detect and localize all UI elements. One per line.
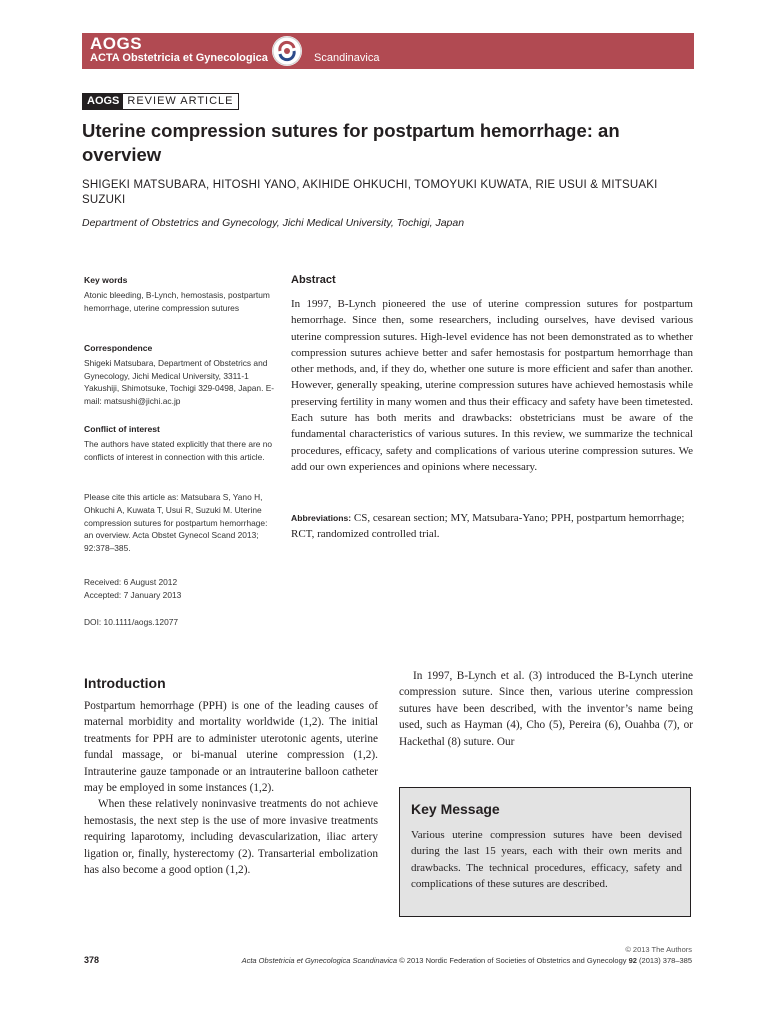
doi-link[interactable]: DOI: 10.1111/aogs.12077 — [84, 617, 179, 627]
abbreviations-text: CS, cesarean section; MY, Matsubara-Yano; PPH, postpartum hemorrhage; RCT, randomized controlled trial. — [291, 512, 685, 541]
abstract-text: In 1997, B-Lynch pioneered the use of uterine compression sutures for postpartum hemorrhage. Since then, some researchers, including ourselves, have devised various uterine compression sutures. High-level evidence has not been demonstrated as to whether compression sutures achieve better and safer hemostasis for postpartum hemorrhage than other methods, and, if they do, whether one suture is more efficient and safer than another. However, generally speaking, uterine compression sutures have achieved hemostasis while preserving fertility in many women and thus their efficacy and safety have been timetested. Each suture has both merits and drawbacks: obstetricians must be aware of the fundamental characteristics of various sutures. In this review, we summarize the technical procedures, efficacy, safety and complications of various uterine compression sutures. We add our own experiences and opinions where necessary. — [291, 298, 693, 473]
citation-rest: © 2013 Nordic Federation of Societies of Obstetrics and Gynecology — [399, 956, 627, 965]
citation-journal: Acta Obstetricia et Gynecologica Scandinavica — [241, 956, 398, 965]
correspondence-heading: Correspondence — [84, 343, 153, 353]
page-number: 378 — [84, 955, 100, 965]
received-date: Received: 6 August 2012 — [84, 577, 178, 587]
conflict-text: The authors have stated explicitly that there are no conflicts of interest in connection with this article. — [84, 438, 273, 462]
journal-banner — [82, 33, 694, 69]
journal-name: ACTA Obstetricia et Gynecologica — [90, 52, 268, 64]
abbreviations-heading: Abbreviations: — [291, 513, 352, 523]
citation-note: Please cite this article as: Matsubara S, Yano H, Ohkuchi A, Kuwata T, Usui R, Suzuki M. Uterine compression sutures for postpartum hemorrhage: an overview. Acta Obstet Gynecol Scand 2013; 92:378–385. — [84, 492, 268, 554]
correspondence-section — [84, 342, 279, 408]
article-type-text: REVIEW ARTICLE — [127, 95, 234, 107]
journal-logo-icon — [272, 36, 302, 66]
article-type-label — [82, 93, 239, 110]
accepted-date: Accepted: 7 January 2013 — [84, 589, 182, 600]
introduction-paragraph-1: Postpartum hemorrhage (PPH) is one of the leading causes of maternal morbidity and mortality worldwide (1,2). The initial treatments for PPH are to administer uterotonic agents, uterine fundal massage, or bi-manual uterine compression (1,2). Intrauterine gauze tamponade or an intrauterine balloon catheter may be employed in some instances (1,2). — [84, 700, 378, 795]
article-title: Uterine compression sutures for postpartum hemorrhage: an overview — [82, 120, 620, 165]
introduction-paragraph-3: In 1997, B-Lynch et al. (3) introduced the B-Lynch uterine compression suture. Since then, various uterine compression sutures have been described, with the inventor’s name being used, such as Hayman (4), Cho (5), Pereira (6), Ouahba (7), or Hackethal (8) suture. Our — [399, 670, 693, 748]
introduction-heading: Introduction — [84, 675, 166, 691]
key-words-section — [84, 274, 279, 314]
abbreviations — [291, 510, 693, 543]
journal-region: Scandinavica — [314, 52, 380, 64]
citation-volume: 92 — [628, 956, 637, 965]
copyright: © 2013 The Authors — [625, 945, 692, 954]
introduction-right-column — [399, 668, 693, 750]
author-list: SHIGEKI MATSUBARA, HITOSHI YANO, AKIHIDE OHKUCHI, TOMOYUKI KUWATA, RIE USUI & MITSUAKI SUZUKI — [82, 179, 658, 206]
conflict-section — [84, 423, 279, 463]
conflict-heading: Conflict of interest — [84, 424, 160, 434]
affiliation: Department of Obstetrics and Gynecology, Jichi Medical University, Tochigi, Japan — [82, 217, 465, 229]
history-section — [84, 576, 279, 602]
key-words-text: Atonic bleeding, B-Lynch, hemostasis, postpartum hemorrhage, uterine compression sutures — [84, 289, 270, 313]
journal-abbreviation: AOGS — [90, 34, 143, 53]
key-message-text: Various uterine compression sutures have been devised during the last 15 years, each with their own merits and drawbacks. The technical procedures, efficacy, safety and complications of these sutures are described. — [411, 829, 682, 891]
article-type-tag: AOGS — [83, 94, 123, 109]
citation-pages: (2013) 378–385 — [639, 956, 692, 965]
introduction-left-column — [84, 698, 378, 878]
abstract-heading: Abstract — [291, 274, 336, 286]
key-message-box — [399, 787, 691, 917]
key-message-heading: Key Message — [411, 801, 500, 817]
correspondence-text: Shigeki Matsubara, Department of Obstetrics and Gynecology, Jichi Medical University, 3311-1 Yakushiji, Shimotsuke, Tochigi 329-0498, Japan. E-mail: matsushi@jichi.ac.jp — [84, 357, 275, 407]
introduction-paragraph-2: When these relatively noninvasive treatments do not achieve hemostasis, the next step is the use of more invasive treatments requiring laparotomy, including devascularization, iliac artery ligation or, finally, hysterectomy (2). Transarterial embolization has also become a good option (1,2). — [84, 798, 378, 877]
key-words-heading: Key words — [84, 275, 128, 285]
citation-footer — [242, 956, 692, 965]
